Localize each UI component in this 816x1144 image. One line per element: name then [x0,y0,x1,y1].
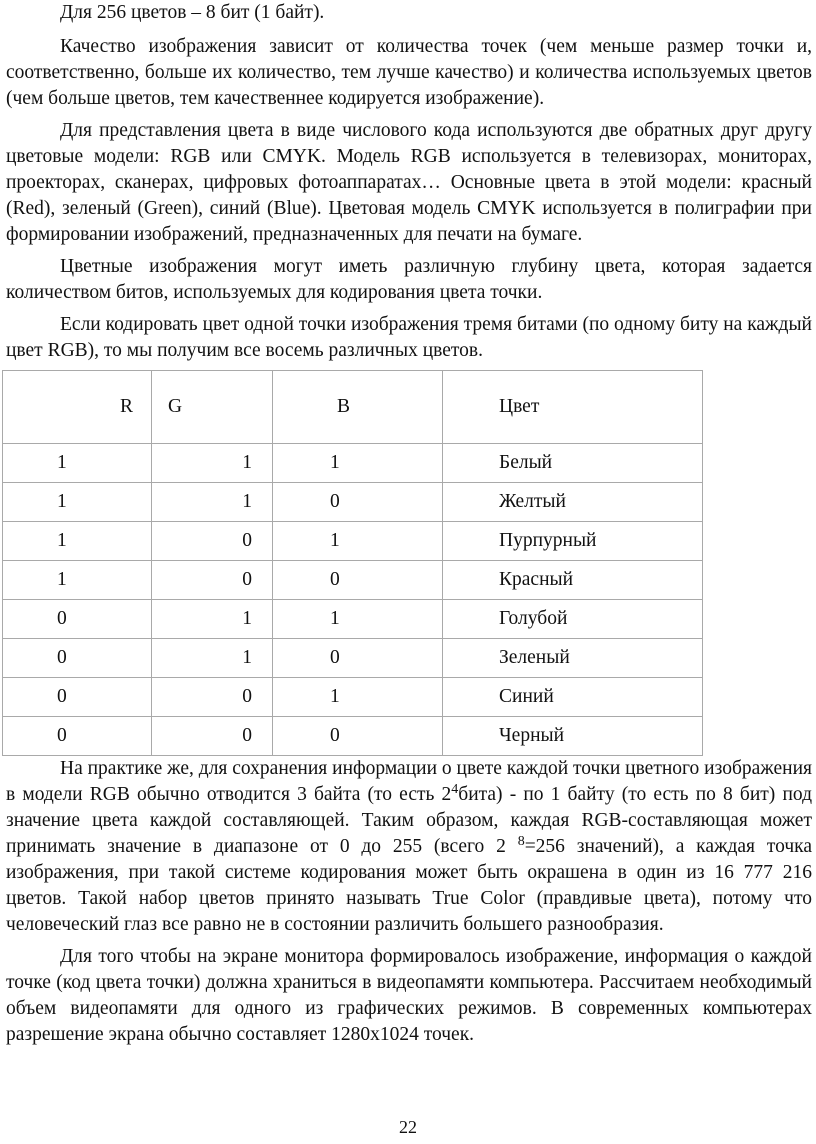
paragraph-three-bits: Если кодировать цвет одной точки изображения тремя битами (по одному биту на каждый цвет RGB), то мы получим все восемь различных цветов. [6,314,812,361]
table-row [3,639,703,678]
cell-g: 1 [152,444,273,483]
cell-g: 1 [152,600,273,639]
cell-color: Красный [443,561,703,600]
table-row [3,483,703,522]
header-g: G [152,371,273,444]
paragraph-color-depth: Цветные изображения могут иметь различную глубину цвета, которая задается количеством битов, используемых для кодирования цвета точки. [6,256,812,303]
table-row [3,444,703,483]
cell-g: 0 [152,678,273,717]
table-row [3,678,703,717]
cell-b: 1 [273,600,443,639]
cell-b: 0 [273,717,443,756]
cell-g: 0 [152,522,273,561]
cell-b: 0 [273,483,443,522]
cell-g: 0 [152,717,273,756]
cell-b: 0 [273,561,443,600]
cell-b: 0 [273,639,443,678]
paragraph-true-color [6,756,812,938]
cell-r: 0 [3,678,152,717]
cell-b: 1 [273,444,443,483]
table-body [3,444,703,756]
cell-color: Голубой [443,600,703,639]
superscript: 8 [517,834,525,849]
table-header-row [3,371,703,444]
cell-r: 0 [3,639,152,678]
cell-g: 1 [152,483,273,522]
cell-r: 1 [3,483,152,522]
table-row [3,561,703,600]
paragraph-video-memory: Для того чтобы на экране монитора формировалось изображение, информация о каждой точке (код цвета точки) должна храниться в видеопамяти компьютера. Рассчитаем необходимый объем видеопамяти для одного из графических режимов. В современных компьютерах разрешение экрана обычно составляет 1280x1024 точек. [6,946,812,1045]
cell-color: Пурпурный [443,522,703,561]
cell-r: 1 [3,522,152,561]
rgb-color-table [2,370,703,756]
cell-color: Желтый [443,483,703,522]
cell-r: 0 [3,600,152,639]
cell-b: 1 [273,678,443,717]
table-row [3,717,703,756]
cell-r: 1 [3,561,152,600]
text-segment: бита) - по 1 байту (то есть по 8 бит) под значение цвета каждой составляющей. Таким образом, каждая RGB-составляющая может принимать значение в диапазоне от 0 до 255 (всего 2 [6,784,812,857]
cell-g: 1 [152,639,273,678]
header-color: Цвет [443,371,703,444]
table-row [3,522,703,561]
paragraph-color-models: Для представления цвета в виде числового кода используются две обратных друг другу цветовые модели: RGB или CMYK. Модель RGB используется в телевизорах, мониторах, проекторах, сканерах, цифровых фотоаппаратах… Основные цвета в этой модели: красный (Red), зеленый (Green), синий (Blue). Цветовая модель CMYK используется в полиграфии при формировании изображений, предназначенных для печати на бумаге. [6,120,812,245]
cell-r: 0 [3,717,152,756]
document-page [6,0,812,1054]
header-b: B [273,371,443,444]
paragraph-256-colors: Для 256 цветов – 8 бит (1 байт). [60,2,325,23]
paragraph-image-quality: Качество изображения зависит от количества точек (чем меньше размер точки и, соответственно, больше их количество, тем лучше качество) и количества используемых цветов (чем больше цветов, тем качественнее кодируется изображение). [6,36,812,109]
cell-g: 0 [152,561,273,600]
cell-color: Белый [443,444,703,483]
header-r: R [3,371,152,444]
text-segment: На практике же, для сохранения информации о цвете каждой точки цветного изображения в модели RGB обычно отводится 3 байта (то есть 2 [6,758,812,805]
cell-color: Зеленый [443,639,703,678]
table-row [3,600,703,639]
cell-b: 1 [273,522,443,561]
cell-color: Синий [443,678,703,717]
superscript: 4 [451,782,459,797]
cell-color: Черный [443,717,703,756]
page-number: 22 [399,1117,417,1137]
text-segment: =256 значений), а каждая точка изображения, при такой системе кодирования может быть окрашена в один из 16 777 216 цветов. Такой набор цветов принято называть True Color (правдивые цвета), потому что человеческий глаз все равно не в состоянии различить большего разнообразия. [6,836,812,935]
cell-r: 1 [3,444,152,483]
